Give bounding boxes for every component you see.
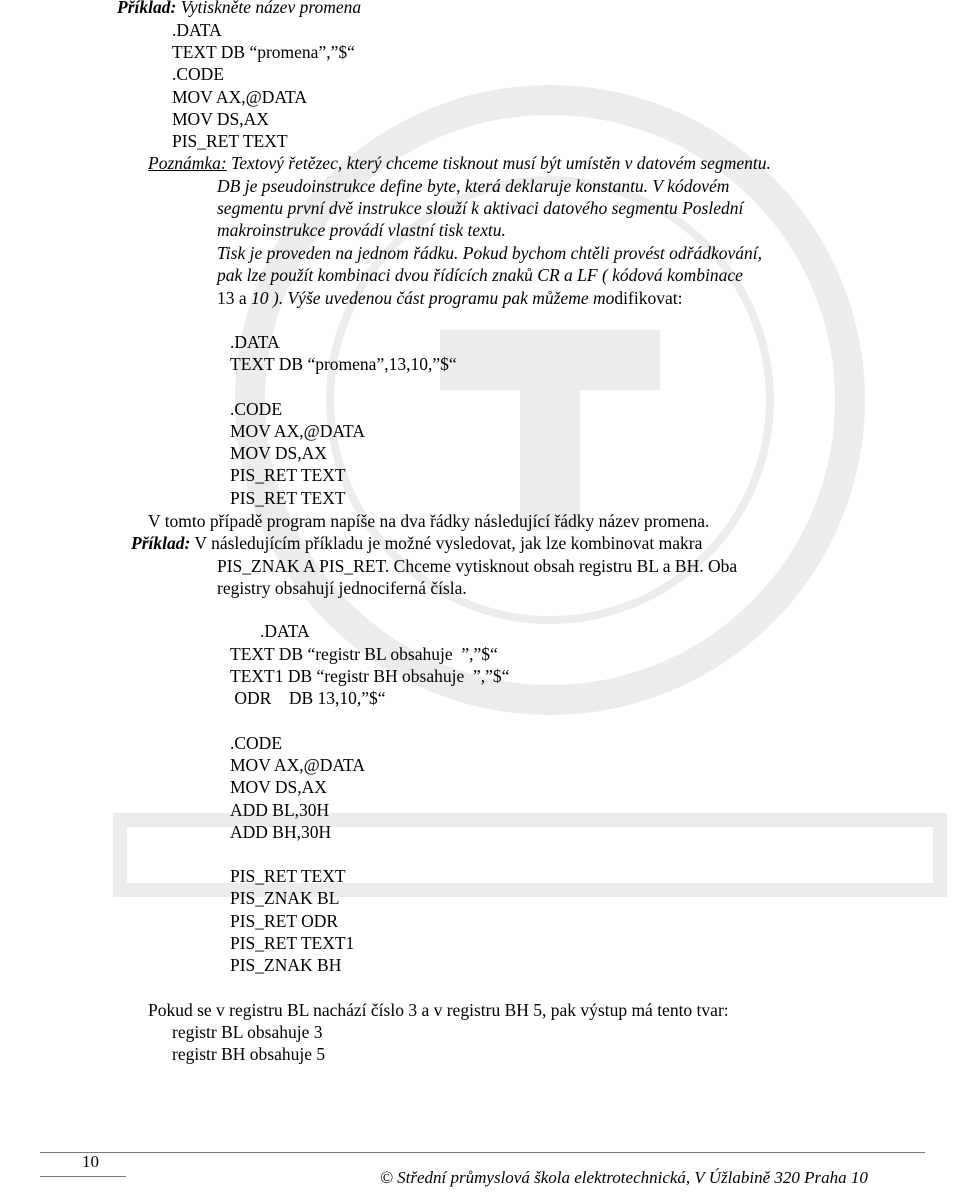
footer-text: © Střední průmyslová škola elektrotechnická, V Úžlabině 320 Praha 10 — [380, 1168, 868, 1187]
code-line: MOV AX,@DATA — [230, 421, 365, 441]
code-line: MOV DS,AX — [230, 443, 327, 463]
code-line: PIS_RET TEXT — [230, 488, 346, 508]
example-title: Vytiskněte název promena — [176, 0, 362, 17]
example-2-line: PIS_ZNAK A PIS_RET. Chceme vytisknout obsah registru BL a BH. Oba — [217, 556, 738, 576]
code-line: .CODE — [172, 64, 225, 84]
code-line: .DATA — [230, 332, 280, 352]
code-line: PIS_RET TEXT — [230, 465, 346, 485]
note-line: DB je pseudoinstrukce define byte, která deklaruje konstantu. V kódovém — [217, 176, 730, 196]
code-line: TEXT DB “promena”,”$“ — [172, 42, 355, 62]
code-line: .DATA — [260, 621, 310, 641]
code-line: PIS_ZNAK BL — [230, 888, 340, 908]
output-intro: Pokud se v registru BL nachází číslo 3 a v registru BH 5, pak výstup má tento tvar: — [148, 1000, 729, 1020]
note-text: 13 a — [217, 288, 252, 308]
code-line: ADD BH,30H — [230, 822, 332, 842]
code-line: MOV AX,@DATA — [172, 87, 307, 107]
code-line: MOV AX,@DATA — [230, 755, 365, 775]
note-line — [217, 287, 682, 309]
code-line: PIS_RET TEXT1 — [230, 933, 355, 953]
code-line: MOV DS,AX — [230, 777, 327, 797]
page-number: 10 — [82, 1152, 99, 1171]
code-line: MOV DS,AX — [172, 109, 269, 129]
code-line: PIS_RET ODR — [230, 911, 339, 931]
code-line: TEXT1 DB “registr BH obsahuje ”,”$“ — [230, 666, 510, 686]
footer-rule — [40, 1152, 925, 1153]
code-line: .CODE — [230, 733, 283, 753]
note-line: segmentu první dvě instrukce slouží k aktivaci datového segmentu Poslední — [217, 198, 744, 218]
code-line: PIS_ZNAK BH — [230, 955, 342, 975]
code-line: ODR DB 13,10,”$“ — [230, 688, 386, 708]
example-label: Příklad: — [131, 533, 191, 553]
output-line: registr BL obsahuje 3 — [172, 1022, 323, 1042]
example-2-line: registry obsahují jednociferná čísla. — [217, 578, 467, 598]
note-line: Tisk je proveden na jednom řádku. Pokud bychom chtěli provést odřádkování, — [217, 243, 762, 263]
code-line: PIS_RET TEXT — [230, 866, 346, 886]
result-text: V tomto případě program napíše na dva řádky následující řádky název promena. — [148, 511, 710, 531]
note-line — [148, 152, 771, 174]
note-line: pak lze použít kombinaci dvou řídících znaků CR a LF ( kódová kombinace — [217, 265, 743, 285]
code-line: .CODE — [230, 399, 283, 419]
note-line: makroinstrukce provádí vlastní tisk textu. — [217, 220, 506, 240]
code-line: TEXT DB “promena”,13,10,”$“ — [230, 354, 457, 374]
example-1-heading — [117, 0, 361, 18]
example-2-line — [131, 532, 702, 554]
output-line: registr BH obsahuje 5 — [172, 1044, 326, 1064]
code-line: PIS_RET TEXT — [172, 131, 288, 151]
example-label: Příklad: — [117, 0, 177, 17]
note-text: Textový řetězec, který chceme tisknout musí být umístěn v datovém segmentu. — [226, 153, 771, 173]
code-line: ADD BL,30H — [230, 800, 330, 820]
code-line: TEXT DB “registr BL obsahuje ”,”$“ — [230, 644, 498, 664]
note-label: Poznámka: — [148, 153, 227, 173]
note-text: difikovat: — [614, 288, 683, 308]
example-text: V následujícím příkladu je možné vysledovat, jak lze kombinovat makra — [190, 533, 703, 553]
note-text: 10 ). Výše uvedenou část programu pak můžeme mo — [251, 288, 615, 308]
code-line: .DATA — [172, 20, 222, 40]
